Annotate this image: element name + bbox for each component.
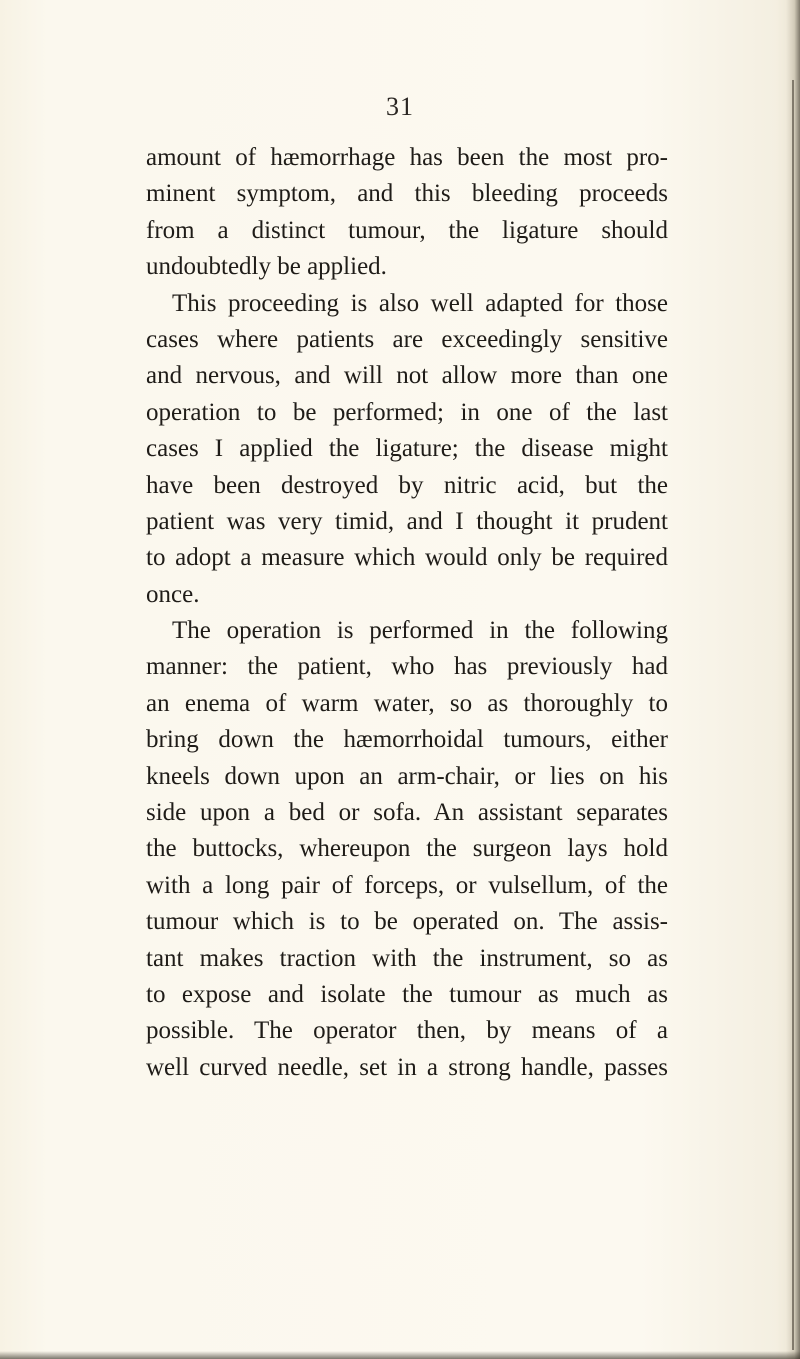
text-line: an enema of warm water, so as thoroughly to (146, 689, 668, 717)
body-text (146, 140, 668, 1086)
page-edge-line (792, 80, 794, 1350)
text-line: bring down the hæmorrhoidal tumours, either (146, 726, 668, 754)
text-line: This proceeding is also well adapted for those (172, 289, 668, 317)
text-line: operation to be performed; in one of the last (146, 398, 668, 426)
text-line: well curved needle, set in a strong handle, passes (146, 1053, 668, 1081)
text-line: and nervous, and will not allow more than one (146, 362, 668, 390)
text-line: amount of hæmorrhage has been the most pro- (146, 144, 668, 171)
text-line: The operation is performed in the following (172, 617, 668, 645)
text-line: cases where patients are exceedingly sensitive (146, 325, 668, 353)
text-line: have been destroyed by nitric acid, but the (146, 471, 668, 499)
text-line: manner: the patient, who has previously had (146, 653, 668, 681)
page-bottom-shadow (0, 1351, 800, 1359)
text-line: with a long pair of forceps, or vulsellum, of the (146, 871, 668, 899)
text-line: tumour which is to be operated on. The assis- (146, 908, 668, 936)
text-line: minent symptom, and this bleeding proceeds (146, 180, 668, 208)
text-line: cases I applied the ligature; the disease might (146, 435, 668, 463)
text-line: to adopt a measure which would only be required (146, 544, 668, 572)
text-line: once. (146, 580, 200, 608)
text-line: side upon a bed or sofa. An assistant separates (146, 799, 668, 827)
page-number: 31 (386, 92, 414, 121)
text-line: to expose and isolate the tumour as much as (146, 980, 668, 1008)
text-line: the buttocks, whereupon the surgeon lays hold (146, 835, 668, 863)
text-line: from a distinct tumour, the ligature should (146, 216, 668, 244)
text-line: patient was very timid, and I thought it prudent (146, 507, 668, 535)
text-line: kneels down upon an arm-chair, or lies on his (146, 762, 668, 790)
text-line: tant makes traction with the instrument, so as (146, 944, 668, 972)
text-line: undoubtedly be applied. (146, 253, 387, 281)
text-line: possible. The operator then, by means of a (146, 1017, 668, 1045)
